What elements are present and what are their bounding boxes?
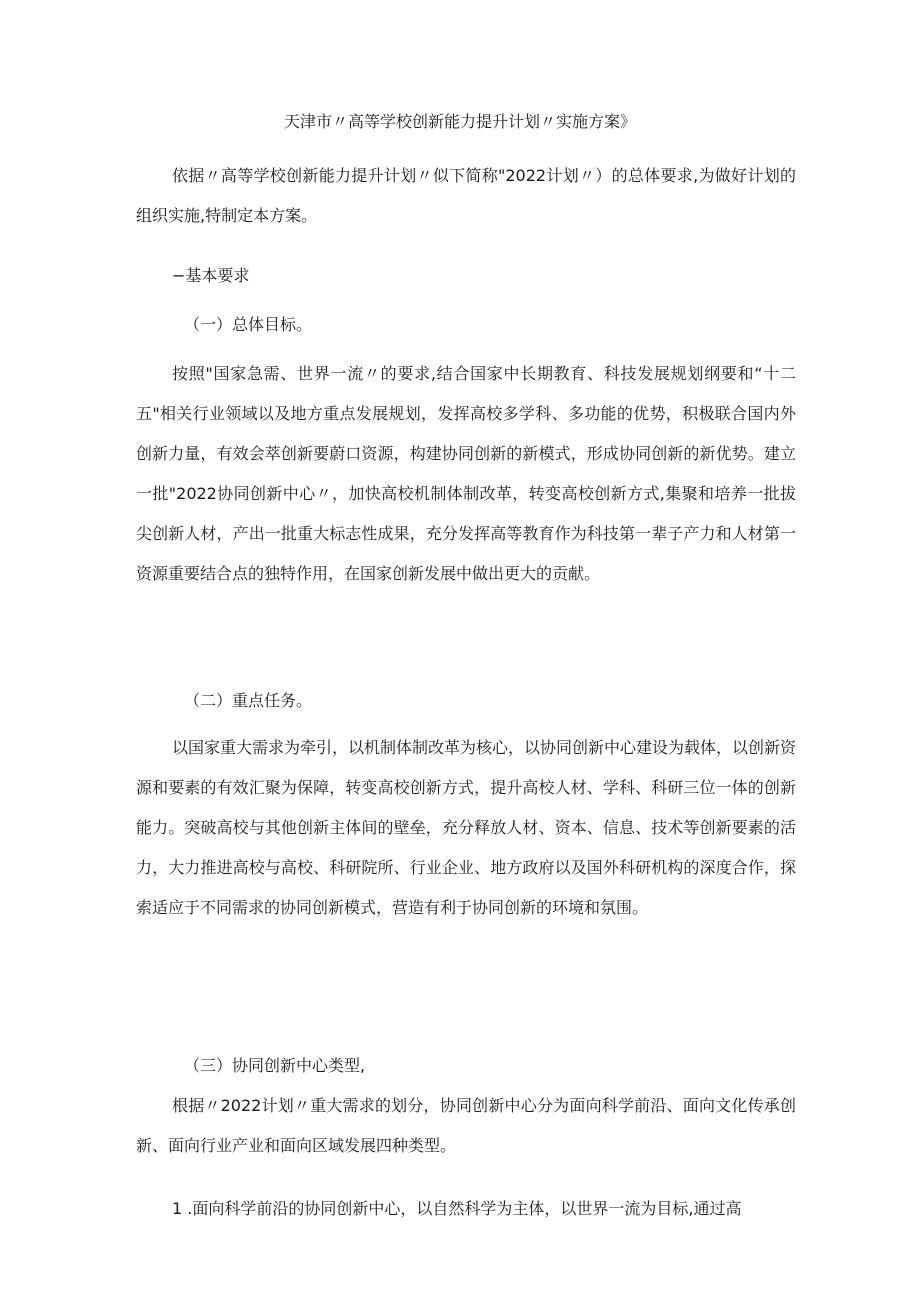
intro-text: 依据〃高等学校创新能力提升计划〃似下简称"2022计划〃）的总体要求,为做好计划的组织实施,特制定本方案。 (136, 166, 796, 225)
center-types-paragraph (136, 1086, 796, 1166)
document-title: 天津市〃高等学校创新能力提升计划〃实施方案》 (283, 112, 636, 131)
subheading-center-types: （三）协同创新中心类型, (184, 1056, 366, 1075)
overall-goal-paragraph (136, 354, 796, 594)
center-types-text: 根据〃2022计划〃重大需求的划分，协同创新中心分为面向科学前沿、面向文化传承创新、面向行业产业和面向区域发展四种类型。 (136, 1096, 796, 1155)
overall-goal-text: 按照"国家急需、世界一流〃的要求,结合国家中长期教育、科技发展规划纲要和“十二五"相关行业领域以及地方重点发展规划，发挥高校多学科、多功能的优势，积极联合国内外创新力量，有效会萃创新要蔚口资源，构建协同创新的新模式，形成协同创新的新优势。建立一批"2022协同创新中心〃，加快高校机制体制改革，转变高校创新方式,集聚和培养一批拔尖创新人材，产出一批重大标志性成果，充分发挥高等教育作为科技第一辈子产力和人材第一资源重要结合点的独特作用，在国家创新发展中做出更大的贡献。 (136, 364, 796, 583)
key-tasks-text: 以国家重大需求为牵引，以机制体制改革为核心，以协同创新中心建设为载体，以创新资源和要素的有效汇聚为保障，转变高校创新方式，提升高校人材、学科、科研三位一体的创新能力。突破高校与其他创新主体间的壁垒，充分释放人材、资本、信息、技术等创新要素的活力，大力推进高校与高校、科研院所、行业企业、地方政府以及国外科研机构的深度合作，探索适应于不同需求的协同创新模式，营造有利于协同创新的环境和氛围。 (136, 738, 797, 917)
subheading-overall-goal: （一）总体目标。 (184, 315, 313, 334)
list-item-1: 1 .面向科学前沿的协同创新中心，以自然科学为主体，以世界一流为目标,通过高 (172, 1199, 742, 1218)
section-heading-basic-requirements: −基本要求 (172, 266, 250, 285)
intro-paragraph (136, 156, 796, 236)
subheading-key-tasks: （二）重点任务。 (184, 691, 313, 710)
key-tasks-paragraph (136, 728, 796, 928)
